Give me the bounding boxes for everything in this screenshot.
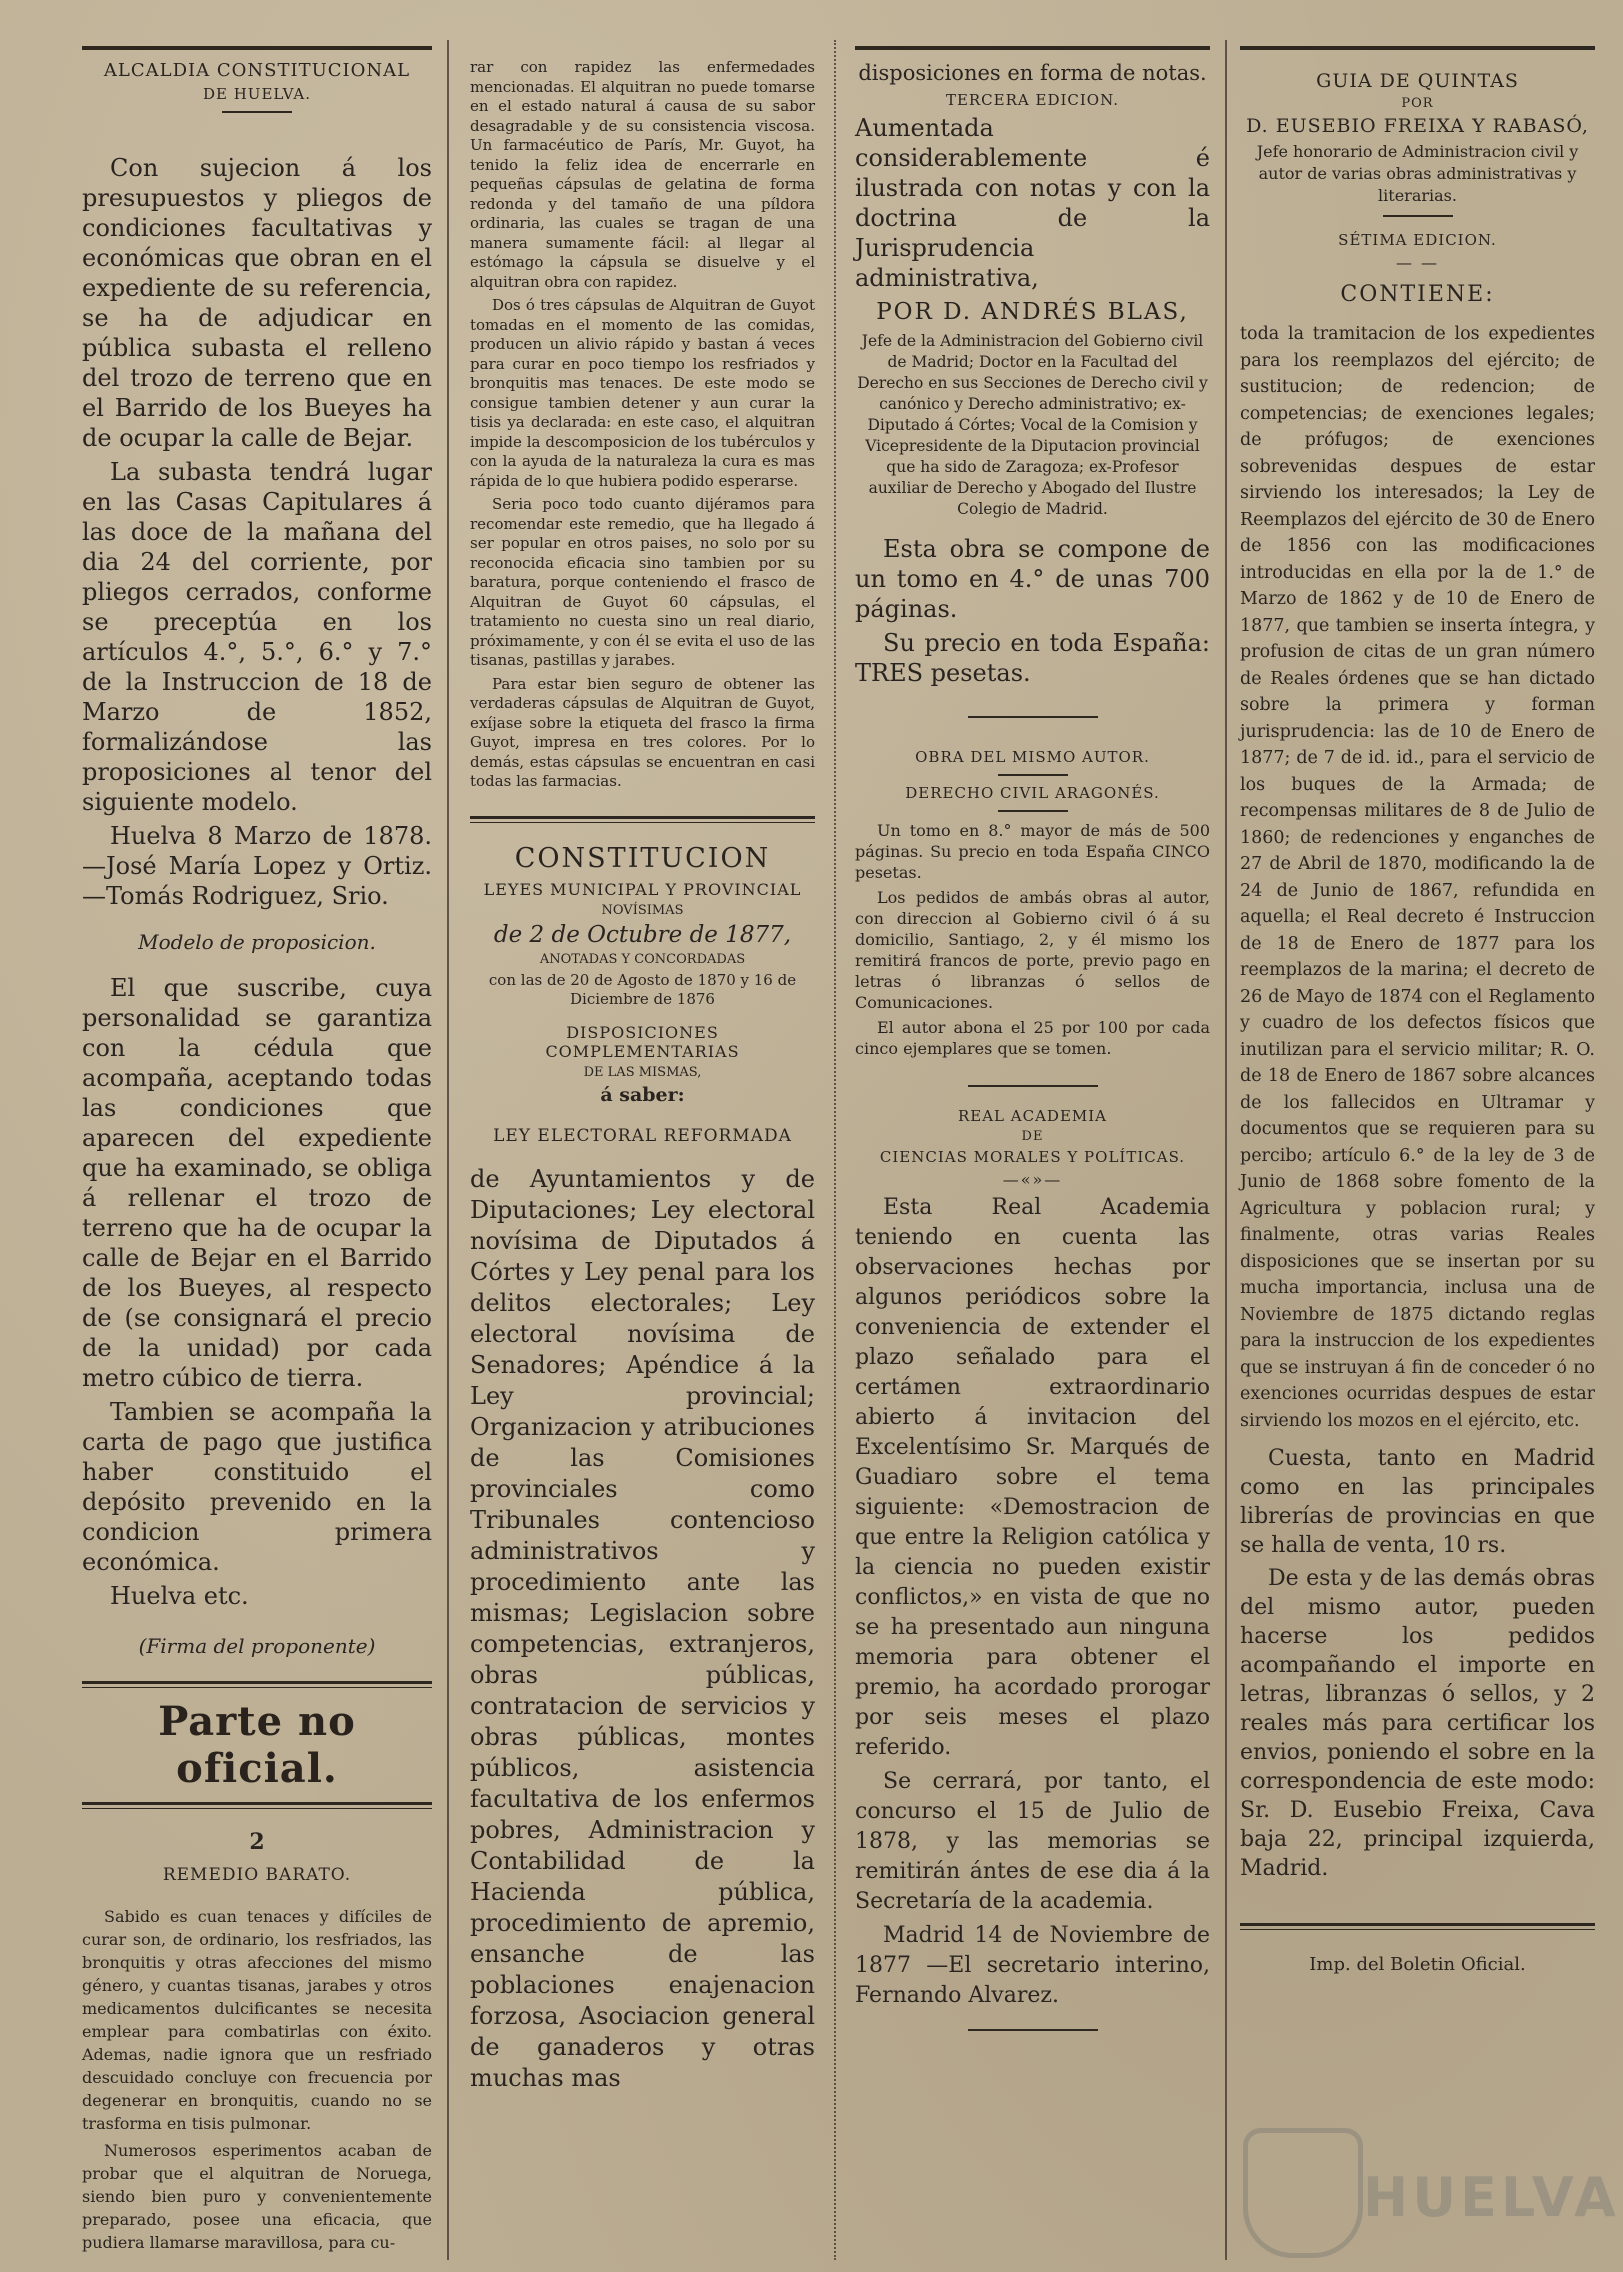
paragraph: Los pedidos de ambás obras al autor, con direccion al Gobierno civil ó á su domicilio, Santiago, 2, y él mismo los remitirá francos de porte, previo pago en letras ó libranzas ó sellos de Comunicaciones.	[855, 888, 1210, 1012]
paragraph: Con sujecion á los presupuestos y pliegos de condiciones facultativas y económicas que obran en el expediente de su referencia, se ha de adjudicar en pública subasta el relleno del trozo de terreno que en el Barrido de los Bueyes ha de ocupar la calle de Bejar.	[82, 154, 432, 452]
signature-line: (Firma del proponente)	[138, 1634, 376, 1658]
paragraph: Aumentada considerablemente é ilustrada con notas y con la doctrina de la Jurisprudencia administrativa,	[855, 114, 1210, 292]
leyes-heading: LEYES MUNICIPAL Y PROVINCIAL	[483, 879, 802, 899]
alcaldia-subheader: DE HUELVA.	[202, 85, 311, 103]
column-divider	[834, 40, 838, 2260]
paragraph: Madrid 14 de Noviembre de 1877 —El secretario interino, Fernando Alvarez.	[855, 1923, 1210, 2008]
rule	[470, 816, 815, 823]
paragraph: Dos ó tres cápsulas de Alquitran de Guyot tomadas en el momento de las comidas, producen un alivio rápido y bastan á veces para curar en poco tiempo los resfriados y bronquitis mas tenaces. De este modo se consigue tambien detener y aun curar la tisis ya declarada: en este caso, el alquitran impide la descomposicion de los tubérculos y con la ayuda de la naturaleza la cura es mas rápida de lo que hubiera podido esperarse.	[470, 296, 815, 490]
alcaldia-header: ALCALDIA CONSTITUCIONAL	[103, 60, 411, 81]
column-divider	[1225, 40, 1227, 2260]
author-credentials: Jefe honorario de Administracion civil y autor de varias obras administrativas y literarias.	[1256, 142, 1579, 205]
rule	[998, 774, 1068, 776]
imprenta-line: Imp. del Boletin Oficial.	[1309, 1954, 1526, 1975]
paragraph: Sabido es cuan tenaces y difíciles de curar son, de ordinario, los resfriados, las bronquitis y otras afecciones del mismo género, y cuantas tisanas, jarabes y otros medicamentos dulcificantes se necesita emplear para combatirlas con éxito. Ademas, nadie ignora que un resfriado descuidado concluye con frecuencia por degenerar en bronquitis, cuando no se trasforma en tisis pulmonar.	[82, 1907, 432, 2133]
guia-title: GUIA DE QUINTAS	[1316, 70, 1519, 92]
paragraph: El autor abona el 25 por 100 por cada cinco ejemplares que se tomen.	[855, 1018, 1210, 1058]
ornament: — —	[1395, 253, 1440, 272]
contiene-heading: CONTIENE:	[1340, 282, 1495, 307]
author-credentials: Jefe de la Administracion del Gobierno civil de Madrid; Doctor en la Facultad del Derecho en sus Secciones de Derecho civil y canónico y Derecho administrativo; ex-Diputado á Córtes; Vocal de la Comision y Vicepresidente de la Diputacion provincial que ha sido de Zaragoza; ex-Profesor auxiliar de Derecho y Abogado del Ilustre Colegio de Madrid.	[857, 332, 1208, 518]
rule	[855, 46, 1210, 50]
constitucion-title: CONSTITUCION	[514, 842, 771, 874]
rule	[82, 1802, 432, 1809]
column-4	[1240, 40, 1595, 1975]
huelva-watermark	[1243, 2120, 1620, 2260]
paragraph: Seria poco todo cuanto dijéramos para recomendar este remedio, que ha llegado á ser popular en otros paises, no solo por su reconocida eficacia sino tambien por su baratura, porque conteniendo el frasco de Alquitran de Guyot 60 cápsulas, el tratamiento no cuesta sino un real diario, próximamente, y con él se evita el uso de las tisanas, pastillas y jarabes.	[470, 495, 815, 669]
paragraph: Tambien se acompaña la carta de pago que justifica haber constituido el depósito prevenido en la condicion primera económica.	[82, 1398, 432, 1576]
anotadas-label: ANOTADAS Y CONCORDADAS	[539, 951, 746, 967]
obra-heading: OBRA DEL MISMO AUTOR.	[915, 748, 1150, 766]
paragraph: Huelva 8 Marzo de 1878. —José María Lopez y Ortiz. —Tomás Rodriguez, Srio.	[82, 822, 432, 910]
de-label: DE	[1021, 1129, 1044, 1144]
edicion-label: TERCERA EDICION.	[945, 91, 1120, 109]
ciencias-heading: CIENCIAS MORALES Y POLÍTICAS.	[879, 1148, 1186, 1166]
section-title: Parte no oficial.	[158, 1698, 356, 1792]
paragraph: Esta Real Academia teniendo en cuenta las observaciones hechas por algunos periódicos sobre la conveniencia de extender el plazo señalado para el certámen extraordinario abierto á invitacion del Excelentísimo Sr. Marqués de Guadiaro sobre el tema siguiente: «Demostracion de que entre la Religion católica y la ciencia no pueden existir conflictos,» en vista de que no se ha presentado aun ninguna memoria para obtener el premio, ha acordado prorogar por seis meses el plazo referido.	[855, 1195, 1210, 1760]
article-title: REMEDIO BARATO.	[162, 1865, 352, 1885]
paragraph: Un tomo en 8.° mayor de más de 500 páginas. Su precio en toda España CINCO pesetas.	[855, 821, 1210, 882]
rule	[1240, 46, 1595, 50]
paragraph: Su precio en toda España: TRES pesetas.	[855, 629, 1210, 687]
watermark-text: HUELVA	[1363, 2166, 1620, 2229]
paragraph: La subasta tendrá lugar en las Casas Capitulares á las doce de la mañana del dia 24 del corriente, por pliegos cerrados, conforme se preceptúa en los artículos 4.°, 5.°, 6.° y 7.° de la Instruccion de 18 de Marzo de 1852, formalizándose las proposiciones al tenor del siguiente modelo.	[82, 458, 432, 816]
paragraph: de Ayuntamientos y de Diputaciones; Ley electoral novísima de Diputados á Córtes y Ley penal para los delitos electorales; Ley electoral novísima de Senadores; Apéndice á la Ley provincial; Organizacion y atribuciones de las Comisiones provinciales como Tribunales contencioso administrativos y procedimiento ante las mismas; Legislacion sobre competencias, extranjeros, obras públicas, contratacion de servicios y obras públicas, montes públicos, asistencia facultativa de los enfermos pobres, Administracion y Contabilidad de la Hacienda pública, procedimiento de apremio, ensanche de las poblaciones enajenacion forzosa, Asociacion general de ganaderos y otras muchas mas	[470, 1164, 815, 2092]
column-divider	[447, 40, 449, 2260]
rule	[82, 1681, 432, 1688]
column-2	[470, 58, 815, 2098]
paragraph: toda la tramitacion de los expedientes para los reemplazos del ejército; de sustitucion; de redencion; de competencias; de exenciones legales; de prófugos; de exenciones sobrevenidas despues de estar sirviendo los interesados; la Ley de Reemplazos del ejército de 30 de Enero de 1856 con las modificaciones introducidas en ella por la de 1.° de Marzo de 1862 y de 10 de Enero de 1877, que tambien se inserta íntegra, y profusion de citas de un gran número de Reales órdenes que se han dictado sobre la primera y forman jurisprudencia: las de 10 de Enero de 1877; de 7 de id. id., para el servicio de los buques de la Armada; de recompensas militares de 8 de Julio de 1860; de redenciones y enganches de 27 de Abril de 1870, modificando la de 24 de Junio de 1867, refundida en aquella; el Real decreto é Instruccion de 18 de Enero de 1877 para los reemplazos de la marina; el decreto de 26 de Mayo de 1874 con el Reglamento y cuadro de los defectos físicos que inutilizan para el servicio militar; R. O. de 18 de Enero de 1867 sobre alcances de los fallecidos en Ultramar y documentos que se requieren para su percibo; artículo 6.° de la ley de 3 de Junio de 1868 sobre fomento de la Agricultura y poblacion rural; y finalmente, otras varias Reales disposiciones que se insertan por su mucha importancia, inclusa una de Noviembre de 1875 dictando reglas para la instruccion de los expedientes que se instruyan á fin de conceder ó no exenciones ocurridas despues de estar sirviendo los mozos en el ejército, etc.	[1240, 324, 1595, 1431]
de-las-mismas: DE LAS MISMAS,	[583, 1064, 702, 1080]
rule	[1383, 215, 1453, 217]
column-3	[855, 40, 1210, 2049]
paragraph: rar con rapidez las enfermedades mencionadas. El alquitran no puede tomarse en el estado natural á causa de su sabor desagradable y de su consistencia viscosa. Un farmacéutico de París, Mr. Guyot, ha tenido la feliz idea de encerrarle en pequeñas cápsulas de gelatina de forma redonda y del tamaño de una píldora ordinaria, las cuales se tragan de una manera sumamente fácil: al llegar al estómago la cápsula se disuelve y el alquitran obra con rapidez.	[470, 58, 815, 291]
rule	[222, 111, 292, 113]
concordance-line: con las de 20 de Agosto de 1870 y 16 de Diciembre de 1876	[488, 970, 797, 1008]
modelo-heading: Modelo de proposicion.	[138, 930, 376, 954]
rule	[968, 1085, 1098, 1087]
a-saber: á saber:	[600, 1083, 685, 1106]
paragraph: El que suscribe, cuya personalidad se garantiza con la cédula que acompaña, aceptando todas las condiciones que aparecen del expediente que ha examinado, se obliga á rellenar el trozo de terreno que ha de ocupar la calle de Bejar en el Barrido de los Bueyes, al respecto de (se consignará el precio de la unidad) por cada metro cúbico de tierra.	[82, 974, 432, 1392]
ornament: —«»—	[1002, 1170, 1063, 1189]
rule	[998, 810, 1068, 812]
paragraph: De esta y de las demás obras del mismo autor, pueden hacerse los pedidos acompañando el importe en letras, libranzas ó sellos, y 2 reales más para certificar los envios, poniendo el sobre en la correspondencia de este modo: Sr. D. Eusebio Freixa, Cava baja 22, principal izquierda, Madrid.	[1240, 1566, 1595, 1881]
novisimas-label: NOVÍSIMAS	[601, 902, 684, 918]
academia-heading: REAL ACADEMIA	[957, 1107, 1108, 1125]
paragraph: Numerosos esperimentos acaban de probar que el alquitran de Noruega, siendo bien puro y convenientemente preparado, posee una eficacia, que pudiera llamarse maravillosa, para cu-	[82, 2141, 432, 2252]
rule	[968, 716, 1098, 718]
column-1	[82, 40, 432, 2258]
por-label: POR	[1401, 96, 1434, 111]
rule	[82, 46, 432, 50]
paragraph: Huelva etc.	[110, 1582, 249, 1610]
author-line: POR D. ANDRÉS BLAS,	[876, 299, 1189, 325]
derecho-heading: DERECHO CIVIL ARAGONÉS.	[905, 784, 1160, 802]
rule	[1240, 1923, 1595, 1930]
rule	[968, 2029, 1098, 2031]
paragraph: disposiciones en forma de notas.	[858, 61, 1207, 85]
paragraph: Para estar bien seguro de obtener las verdaderas cápsulas de Alquitran de Guyot, exíjase sobre la etiqueta del frasco la firma Guyot, impresa en tres colores. Por lo demás, estas cápsulas se encuentran en casi todas las farmacias.	[470, 674, 815, 790]
paragraph: Cuesta, tanto en Madrid como en las principales librerías de provincias en que se halla de venta, 10 rs.	[1240, 1446, 1595, 1558]
fecha-line: de 2 de Octubre de 1877,	[493, 921, 792, 948]
disposiciones-heading: DISPOSICIONES COMPLEMENTARIAS	[545, 1022, 740, 1061]
author-line: D. EUSEBIO FREIXA Y RABASÓ,	[1246, 115, 1589, 137]
article-number: 2	[249, 1829, 265, 1855]
paragraph: Se cerrará, por tanto, el concurso el 15 de Julio de 1878, y las memorias se remitirán ántes de ese dia á la Secretaría de la academia.	[855, 1769, 1210, 1914]
shield-icon	[1243, 2128, 1363, 2258]
edicion-label: SÉTIMA EDICION.	[1338, 231, 1497, 249]
ley-electoral-heading: LEY ELECTORAL REFORMADA	[493, 1125, 792, 1146]
paragraph: Esta obra se compone de un tomo en 4.° de unas 700 páginas.	[855, 535, 1210, 623]
